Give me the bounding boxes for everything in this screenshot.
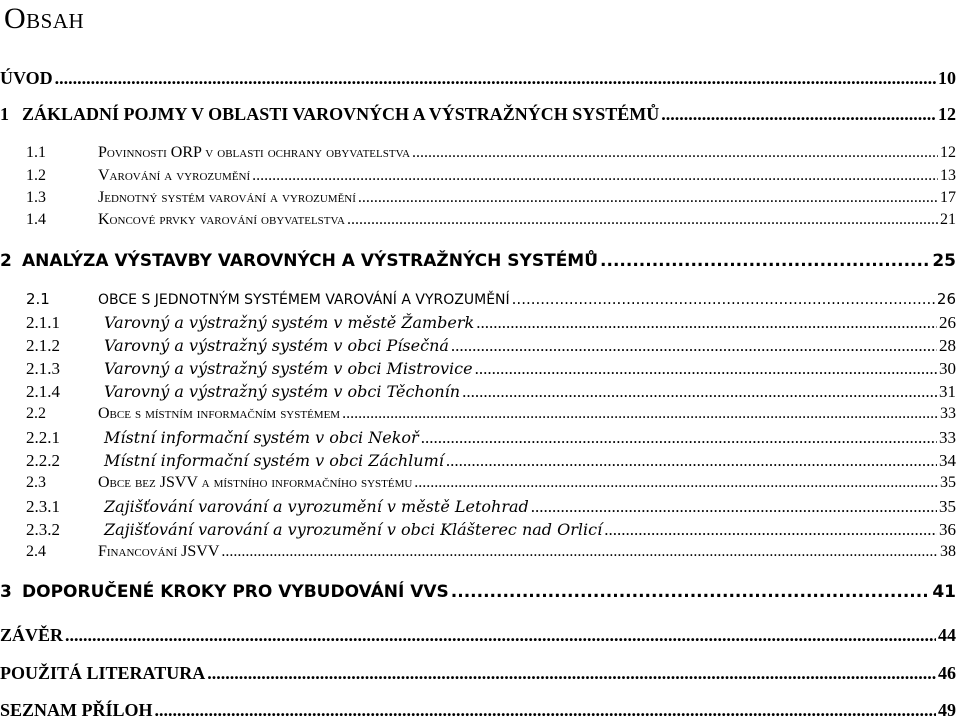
toc-entry-title: Varovný a výstražný systém v městě Žamberk: [104, 313, 475, 332]
toc-entry-page: 41: [932, 582, 956, 602]
toc-entry-page: 36: [939, 520, 956, 539]
toc-entry-title: Financování JSVV: [98, 543, 220, 560]
toc-entry-page: 17: [940, 189, 956, 206]
toc-entry-page: 46: [938, 663, 956, 683]
dot-leader: [661, 104, 936, 125]
toc-entry-title: OBCE S JEDNOTNÝM SYSTÉMEM VAROVÁNÍ A VYROZUMĚNÍ: [98, 292, 510, 308]
toc-entry[interactable]: [0, 336, 956, 356]
toc-entry[interactable]: [0, 497, 956, 517]
toc-entry[interactable]: [0, 144, 956, 162]
toc-entry-title: Místní informační systém v obci Záchlumí: [104, 451, 444, 470]
toc-entry[interactable]: [0, 68, 956, 89]
dot-leader: [358, 189, 938, 207]
toc-entry[interactable]: [0, 451, 956, 471]
toc-entry-title: ANALÝZA VÝSTAVBY VAROVNÝCH A VÝSTRAŽNÝCH SYSTÉMŮ: [22, 251, 599, 271]
toc-entry-page: 28: [939, 336, 956, 355]
toc-entry-page: 26: [939, 313, 956, 332]
toc-entry[interactable]: [0, 543, 956, 561]
toc-entry-page: 33: [940, 405, 956, 422]
toc-entry-number: 2.4: [26, 543, 46, 560]
toc-entry[interactable]: [0, 474, 956, 492]
toc-entry[interactable]: [0, 167, 956, 185]
toc-entry-title: Místní informační systém v obci Nekoř: [104, 428, 419, 447]
toc-entry[interactable]: [0, 625, 956, 646]
dot-leader: [207, 663, 936, 684]
toc-entry-title: POUŽITÁ LITERATURA: [0, 663, 206, 683]
toc-entry[interactable]: [0, 251, 956, 271]
dot-leader: [462, 382, 937, 402]
toc-entry-title: Povinnosti ORP v oblasti ochrany obyvatelstva: [98, 144, 411, 161]
dot-leader: [65, 625, 936, 646]
dot-leader: [600, 251, 930, 271]
toc-entry[interactable]: [0, 359, 956, 379]
toc-entry-number: 2.3.2: [26, 520, 60, 539]
toc-entry-number: 2.2: [26, 405, 46, 422]
toc-entry-title: ZÁKLADNÍ POJMY V OBLASTI VAROVNÝCH A VÝSTRAŽNÝCH SYSTÉMŮ: [22, 104, 660, 124]
toc-entry-title: Varovný a výstražný systém v obci Písečná: [104, 336, 449, 355]
dot-leader: [221, 543, 938, 561]
toc-entry-page: 25: [932, 251, 956, 271]
toc-entry[interactable]: [0, 520, 956, 540]
toc-entry-page: 10: [938, 68, 956, 88]
dot-leader: [347, 211, 938, 229]
toc-entry-page: 35: [939, 497, 956, 516]
toc-entry-title: Obce bez JSVV a místního informačního systému: [98, 474, 413, 491]
toc-entry-title: Obce s místním informačním systémem: [98, 405, 341, 422]
toc-entry[interactable]: [0, 189, 956, 207]
page-title: Obsah: [4, 2, 85, 35]
dot-leader: [446, 451, 937, 471]
toc-entry-title: Varovný a výstražný systém v obci Těchonín: [104, 382, 461, 401]
dot-leader: [476, 313, 937, 333]
toc-entry-page: 38: [940, 543, 956, 560]
toc-entry-number: 2: [0, 251, 12, 271]
toc-entry-title: Zajišťování varování a vyrozumění v městě Letohrad: [104, 497, 529, 516]
toc-entry-number: 1.1: [26, 144, 46, 161]
toc-entry[interactable]: [0, 313, 956, 333]
toc-entry-page: 12: [938, 104, 956, 124]
toc-entry-number: 1.4: [26, 211, 46, 228]
toc-entry-number: 2.3: [26, 474, 46, 491]
dot-leader: [512, 290, 935, 308]
toc-entry-page: 34: [939, 451, 956, 470]
toc-entry-number: 2.1: [26, 290, 50, 308]
toc-entry-number: 2.3.1: [26, 497, 60, 516]
toc-entry-number: 2.1.4: [26, 382, 60, 401]
dot-leader: [451, 582, 931, 602]
dot-leader: [475, 359, 937, 379]
toc-entry-page: 31: [939, 382, 956, 401]
toc-entry-number: 2.2.2: [26, 451, 60, 470]
dot-leader: [412, 144, 938, 162]
toc-entry[interactable]: [0, 582, 956, 602]
toc-entry-page: 26: [936, 290, 956, 308]
toc-entry[interactable]: [0, 104, 956, 125]
dot-leader: [414, 474, 938, 492]
toc-entry-number: 2.1.2: [26, 336, 60, 355]
toc-entry[interactable]: [0, 405, 956, 423]
toc-entry-page: 21: [940, 211, 956, 228]
toc-entry-page: 13: [940, 167, 956, 184]
toc-entry-number: 3: [0, 582, 12, 602]
toc-entry-page: 35: [940, 474, 956, 491]
toc-entry-page: 33: [939, 428, 956, 447]
toc-entry-number: 2.1.3: [26, 359, 60, 378]
toc-entry[interactable]: [0, 428, 956, 448]
toc-entry-page: 49: [938, 700, 956, 720]
dot-leader: [451, 336, 937, 356]
toc-entry-title: Jednotný systém varování a vyrozumění: [98, 189, 356, 206]
toc-entry[interactable]: [0, 700, 956, 721]
dot-leader: [342, 405, 938, 423]
toc-entry[interactable]: [0, 663, 956, 684]
toc-entry-number: 1: [0, 104, 9, 124]
toc-entry[interactable]: [0, 211, 956, 229]
dot-leader: [252, 167, 938, 185]
toc-entry-number: 2.1.1: [26, 313, 60, 332]
toc-entry-title: Zajišťování varování a vyrozumění v obci Klášterec nad Orlicí: [104, 520, 603, 539]
toc-entry-number: 1.3: [26, 189, 46, 206]
toc-entry[interactable]: [0, 382, 956, 402]
toc-entry-title: Varovný a výstražný systém v obci Mistrovice: [104, 359, 473, 378]
dot-leader: [155, 700, 936, 721]
toc-entry-page: 30: [939, 359, 956, 378]
toc-entry-title: Koncové prvky varování obyvatelstva: [98, 211, 345, 228]
toc-entry-title: DOPORUČENÉ KROKY PRO VYBUDOVÁNÍ VVS: [22, 582, 449, 602]
toc-entry-title: ZÁVĚR: [0, 625, 64, 645]
dot-leader: [604, 520, 937, 540]
dot-leader: [55, 68, 936, 89]
toc-entry-title: ÚVOD: [0, 68, 53, 88]
toc-entry[interactable]: [0, 290, 956, 308]
dot-leader: [531, 497, 937, 517]
toc-entry-number: 1.2: [26, 167, 46, 184]
toc-entry-page: 44: [938, 625, 956, 645]
toc-entry-title: SEZNAM PŘÍLOH: [0, 700, 153, 720]
toc-entry-number: 2.2.1: [26, 428, 60, 447]
dot-leader: [421, 428, 937, 448]
toc-entry-title: Varování a vyrozumění: [98, 167, 251, 184]
toc-entry-page: 12: [940, 144, 956, 161]
